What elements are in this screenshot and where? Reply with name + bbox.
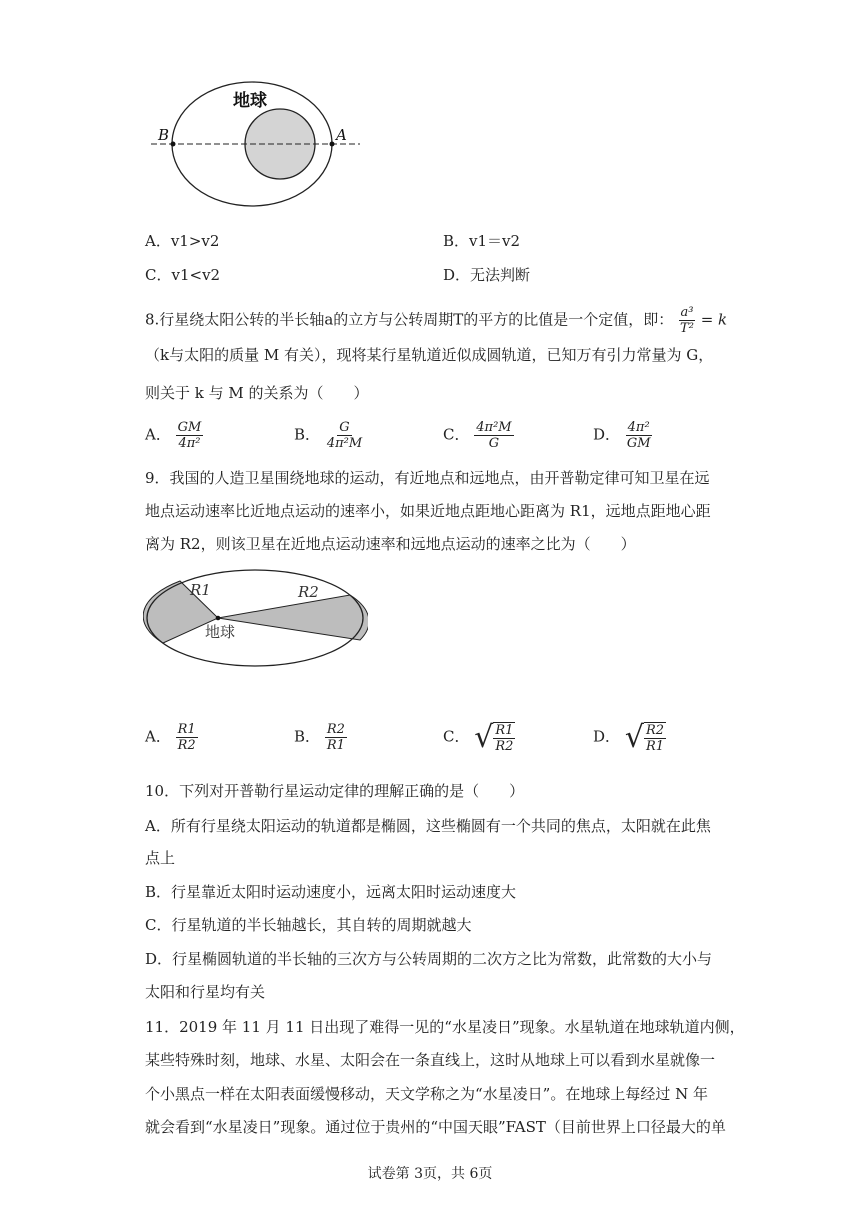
- option-letter: B．: [294, 727, 321, 746]
- label-r2: R2: [298, 583, 319, 601]
- q9-option-c: [443, 720, 515, 755]
- q9-option-d: [593, 720, 666, 755]
- q9-option-b: [294, 722, 347, 753]
- q11-line-2: 某些特殊时刻，地球、水星、太阳会在一条直线上，这时从地球上可以看到水星就像一: [145, 1051, 716, 1069]
- earth-label-2: 地球: [205, 623, 236, 641]
- q11-line-3: 个小黑点一样在太阳表面缓慢移动，天文学称之为“水星凌日”。在地球上每经过 N 年: [145, 1085, 709, 1103]
- option-fraction: $\frac{\text{4π²}}{GM}$: [626, 420, 651, 451]
- q7-option-b: B．v1＝v2: [443, 232, 521, 250]
- q8-stem-text: 8.行星绕太阳公转的半长轴a的立方与公转周期T的平方的比值是一个定值，即：: [145, 310, 674, 329]
- q9-option-a: [145, 722, 198, 753]
- q7-option-a: A．v1>v2: [145, 232, 220, 250]
- option-letter: D．: [593, 727, 621, 746]
- option-letter: B．: [294, 425, 321, 444]
- label-A: A: [336, 126, 347, 144]
- q9-line-2: 地点运动速率比近地点运动的速率小，如果近地点距地心距离为 R1，远地点距地心距: [145, 502, 711, 520]
- earth-point: [216, 616, 221, 621]
- sqrt-icon: √: [624, 720, 644, 755]
- q10-option-d-line2: 太阳和行星均有关: [145, 983, 266, 1001]
- q8-formula: [678, 305, 696, 336]
- q8-option-d: [593, 420, 653, 451]
- formula-numerator: a³: [680, 305, 694, 320]
- q8-option-c: [443, 420, 514, 451]
- q8-option-b: [294, 420, 364, 451]
- point-B: [171, 142, 176, 147]
- q8-option-a: [145, 420, 203, 451]
- q8-line-1: [145, 305, 727, 336]
- page-footer: 试卷第 3页，共 6页: [367, 1166, 493, 1182]
- q10-option-b: B．行星靠近太阳时运动速度小，远离太阳时运动速度大: [145, 883, 517, 901]
- option-letter: C．: [443, 727, 470, 746]
- orbit-figure-1: [145, 78, 370, 228]
- formula-rhs: = k: [700, 310, 728, 329]
- option-fraction: $\frac{R1}{R2}$: [495, 722, 514, 754]
- q8-line-2: （k与太阳的质量 M 有关），现将某行星轨道近似成圆轨道，已知万有引力常量为 G，: [145, 346, 714, 364]
- q9-line-1: 9．我国的人造卫星围绕地球的运动，有近地点和远地点，由开普勒定律可知卫星在远: [145, 469, 710, 487]
- option-fraction: $\frac{G}{\text{4π²M}}$: [326, 420, 363, 451]
- q11-line-4: 就会看到“水星凌日”现象。通过位于贵州的“中国天眼”FAST（目前世界上口径最大的单: [145, 1118, 726, 1136]
- q10-option-d-line1: D．行星椭圆轨道的半长轴的三次方与公转周期的二次方之比为常数，此常数的大小与: [145, 950, 713, 968]
- q10-option-a-line1: A．所有行星绕太阳运动的轨道都是椭圆，这些椭圆有一个共同的焦点，太阳就在此焦: [145, 817, 711, 835]
- q7-option-d: D．无法判断: [443, 266, 531, 284]
- option-fraction: $\frac{R2}{R1}$: [645, 722, 664, 754]
- option-letter: D．: [593, 425, 621, 444]
- earth-label: 地球: [233, 91, 267, 111]
- q10-option-c: C．行星轨道的半长轴越长，其自转的周期就越大: [145, 916, 472, 934]
- option-fraction: $\frac{R2}{R1}$: [326, 722, 345, 753]
- label-B: B: [158, 126, 170, 144]
- option-letter: C．: [443, 425, 470, 444]
- q8-line-3: 则关于 k 与 M 的关系为（ ）: [145, 384, 369, 402]
- swept-area-r2: [218, 595, 368, 640]
- sqrt-icon: √: [474, 720, 494, 755]
- option-letter: A．: [145, 727, 171, 746]
- q7-option-c: C．v1<v2: [145, 266, 221, 284]
- q9-line-3: 离为 R2，则该卫星在近地点运动速率和远地点运动的速率之比为（ ）: [145, 535, 636, 553]
- q10-stem: 10．下列对开普勒行星运动定律的理解正确的是（ ）: [145, 782, 525, 800]
- q10-option-a-line2: 点上: [145, 849, 176, 867]
- option-fraction: $\frac{GM}{\text{4π²}}$: [177, 420, 202, 451]
- option-fraction: $\frac{R1}{R2}$: [177, 722, 196, 753]
- option-letter: A．: [145, 425, 171, 444]
- svg-text:R2: [297, 583, 319, 601]
- point-A: [330, 142, 335, 147]
- q11-line-1: 11．2019 年 11 月 11 日出现了难得一见的“水星凌日”现象。水星轨道在地球轨道内侧，: [145, 1018, 745, 1036]
- option-fraction: $\frac{\text{4π²M}}{G}$: [476, 420, 512, 451]
- orbit-figure-2: [143, 563, 368, 678]
- formula-denominator: T²: [680, 321, 694, 336]
- svg-text:R1: [189, 581, 211, 599]
- label-r1: R1: [190, 581, 211, 599]
